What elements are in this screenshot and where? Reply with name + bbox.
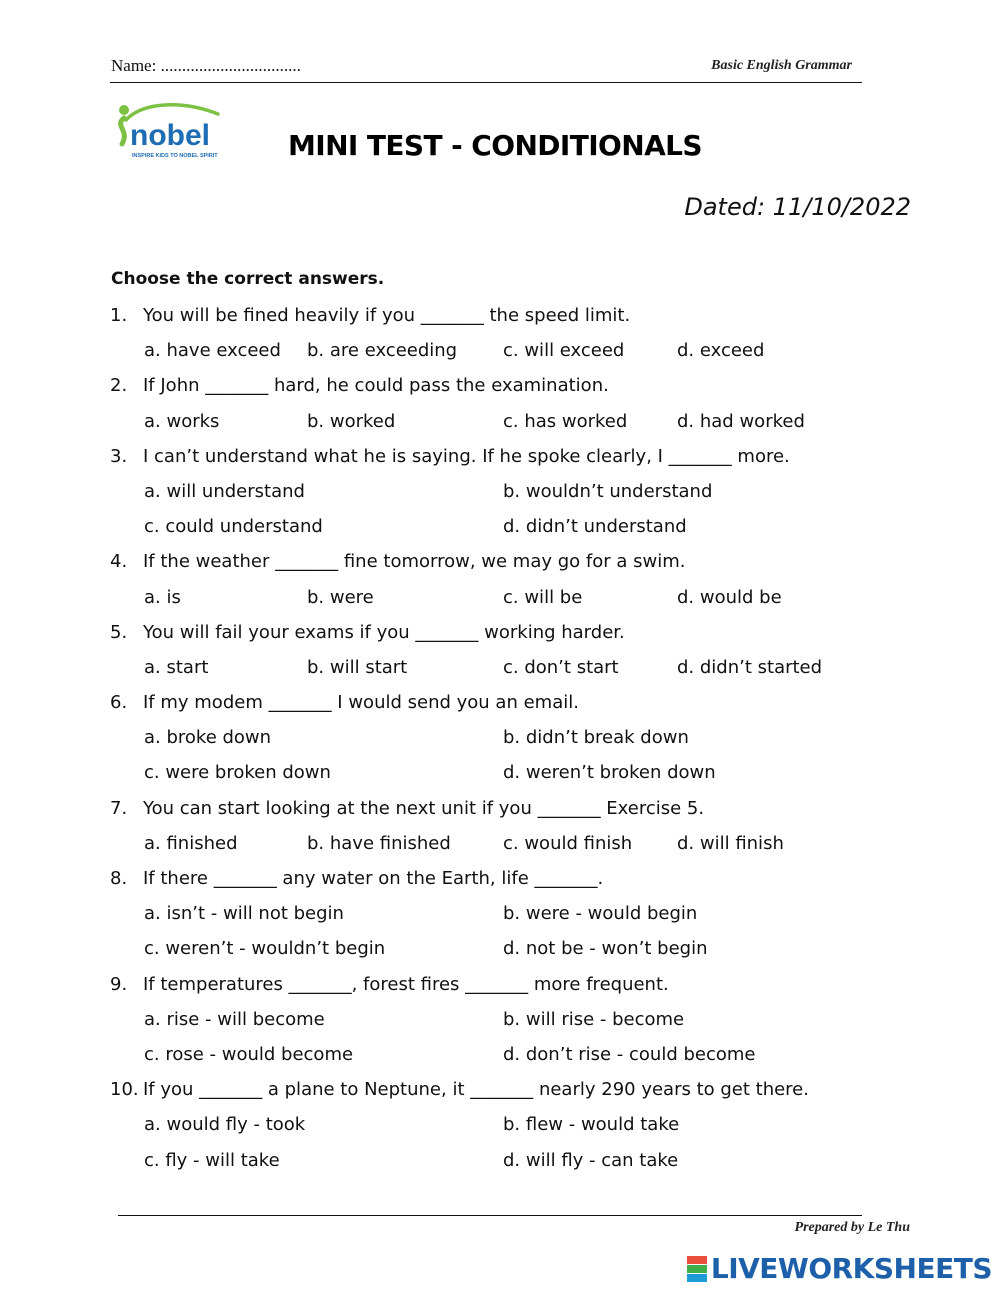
answer-options bbox=[110, 580, 910, 615]
answer-option[interactable]: b. flew - would take bbox=[503, 1114, 680, 1136]
answer-option[interactable]: a. would fly - took bbox=[144, 1114, 306, 1136]
question-stem bbox=[110, 544, 910, 579]
answer-option[interactable]: c. rose - would become bbox=[144, 1043, 354, 1065]
question-text: If John _______ hard, he could pass the examination. bbox=[143, 375, 609, 397]
answer-option[interactable]: c. were broken down bbox=[144, 762, 331, 784]
answer-option[interactable]: b. wouldn’t understand bbox=[503, 480, 713, 502]
question-text: If there _______ any water on the Earth, life _______. bbox=[143, 868, 604, 889]
answer-option[interactable]: a. rise - will become bbox=[144, 1008, 325, 1030]
answer-option[interactable]: a. have exceed bbox=[144, 340, 281, 362]
question-number: 2. bbox=[110, 375, 128, 397]
answer-option[interactable]: a. will understand bbox=[144, 480, 305, 502]
answer-option[interactable]: c. will be bbox=[503, 586, 583, 608]
header-divider bbox=[110, 82, 862, 83]
answer-options bbox=[110, 650, 910, 685]
answer-options bbox=[110, 474, 910, 509]
question-number: 3. bbox=[110, 445, 128, 467]
question-text: If my modem _______ I would send you an email. bbox=[143, 692, 579, 714]
question-number: 6. bbox=[110, 692, 128, 714]
answer-option[interactable]: a. finished bbox=[144, 832, 238, 854]
question-stem bbox=[110, 1072, 910, 1107]
date-label: Dated: 11/10/2022 bbox=[684, 193, 911, 221]
question-text: I can’t understand what he is saying. If he spoke clearly, I _______ more. bbox=[143, 445, 790, 467]
answer-options bbox=[110, 1002, 910, 1037]
question-stem bbox=[110, 615, 910, 650]
question-stem bbox=[110, 685, 910, 720]
answer-option[interactable]: d. would be bbox=[677, 586, 782, 608]
question-number: 10. bbox=[110, 1079, 139, 1101]
page-title: MINI TEST - CONDITIONALS bbox=[288, 129, 702, 162]
answer-option[interactable]: b. will rise - become bbox=[503, 1008, 685, 1030]
answer-option[interactable]: c. weren’t - wouldn’t begin bbox=[144, 938, 386, 960]
answer-option[interactable]: b. worked bbox=[307, 410, 396, 432]
answer-option[interactable]: c. will exceed bbox=[503, 340, 625, 362]
question-number: 4. bbox=[110, 551, 128, 573]
answer-option[interactable]: b. will start bbox=[307, 656, 408, 678]
answer-options bbox=[110, 1107, 910, 1142]
answer-options bbox=[110, 826, 910, 861]
question-text: If the weather _______ fine tomorrow, we may go for a swim. bbox=[143, 551, 686, 573]
answer-option[interactable]: a. is bbox=[144, 586, 181, 608]
logo-tagline: INSPIRE KIDS TO NOBEL SPIRIT bbox=[132, 153, 218, 159]
answer-option[interactable]: c. has worked bbox=[503, 410, 628, 432]
answer-option[interactable]: a. start bbox=[144, 656, 209, 678]
question-stem bbox=[110, 791, 910, 826]
answer-options bbox=[110, 1037, 910, 1072]
icon-bar bbox=[687, 1256, 707, 1264]
question-text: You will fail your exams if you _______ working harder. bbox=[143, 621, 625, 643]
answer-options bbox=[110, 896, 910, 931]
answer-option[interactable]: c. could understand bbox=[144, 516, 323, 538]
question-stem bbox=[110, 368, 910, 403]
question-number: 8. bbox=[110, 868, 128, 889]
question-stem bbox=[110, 967, 910, 1002]
answer-option[interactable]: d. didn’t started bbox=[677, 656, 823, 678]
answer-options bbox=[110, 404, 910, 439]
answer-option[interactable]: c. would finish bbox=[503, 832, 633, 854]
answer-options bbox=[110, 1143, 910, 1178]
icon-bar bbox=[687, 1274, 707, 1282]
question-number: 9. bbox=[110, 973, 128, 995]
icon-bar bbox=[687, 1265, 707, 1273]
answer-option[interactable]: a. broke down bbox=[144, 727, 272, 749]
answer-option[interactable]: d. not be - won’t begin bbox=[503, 938, 708, 960]
answer-option[interactable]: a. works bbox=[144, 410, 220, 432]
question-text: You will be fined heavily if you _______ the speed limit. bbox=[143, 305, 631, 326]
answer-option[interactable]: b. didn’t break down bbox=[503, 727, 689, 749]
question-text: If you _______ a plane to Neptune, it _______ nearly 290 years to get there. bbox=[143, 1079, 809, 1101]
question-text: You can start looking at the next unit if you _______ Exercise 5. bbox=[143, 797, 705, 819]
answer-option[interactable]: b. were bbox=[307, 586, 374, 608]
answer-option[interactable]: d. will finish bbox=[677, 832, 784, 854]
answer-option[interactable]: d. didn’t understand bbox=[503, 516, 687, 538]
question-number: 7. bbox=[110, 797, 128, 819]
liveworksheets-watermark bbox=[687, 1252, 992, 1285]
question-number: 1. bbox=[110, 305, 128, 326]
answer-option[interactable]: d. weren’t broken down bbox=[503, 762, 716, 784]
question-stem bbox=[110, 439, 910, 474]
prepared-by-label: Prepared by Le Thu bbox=[794, 1220, 910, 1235]
answer-option[interactable]: b. are exceeding bbox=[307, 340, 458, 362]
nobel-logo bbox=[112, 100, 224, 162]
answer-options bbox=[110, 931, 910, 966]
name-field-label: Name: ................................. bbox=[111, 56, 301, 75]
answer-options bbox=[110, 720, 910, 755]
answer-option[interactable]: d. exceed bbox=[677, 340, 765, 362]
question-list bbox=[110, 298, 910, 1178]
liveworksheets-icon bbox=[687, 1255, 707, 1282]
course-label: Basic English Grammar bbox=[711, 58, 852, 73]
instructions: Choose the correct answers. bbox=[111, 269, 385, 289]
answer-option[interactable]: b. have finished bbox=[307, 832, 451, 854]
answer-option[interactable]: c. fly - will take bbox=[144, 1149, 280, 1171]
answer-option[interactable]: b. were - would begin bbox=[503, 903, 698, 925]
question-stem bbox=[110, 298, 910, 333]
logo-brand: nobel bbox=[130, 119, 210, 152]
question-number: 5. bbox=[110, 621, 128, 643]
question-text: If temperatures _______, forest fires _______ more frequent. bbox=[143, 973, 669, 995]
footer-divider bbox=[118, 1215, 862, 1216]
answer-options bbox=[110, 333, 910, 368]
answer-option[interactable]: d. don’t rise - could become bbox=[503, 1043, 756, 1065]
answer-option[interactable]: d. will fly - can take bbox=[503, 1149, 679, 1171]
answer-option[interactable]: a. isn’t - will not begin bbox=[144, 903, 344, 925]
answer-option[interactable]: d. had worked bbox=[677, 410, 805, 432]
question-stem bbox=[110, 861, 910, 896]
watermark-text: LIVEWORKSHEETS bbox=[710, 1252, 992, 1285]
answer-options bbox=[110, 755, 910, 790]
answer-options bbox=[110, 509, 910, 544]
answer-option[interactable]: c. don’t start bbox=[503, 656, 619, 678]
